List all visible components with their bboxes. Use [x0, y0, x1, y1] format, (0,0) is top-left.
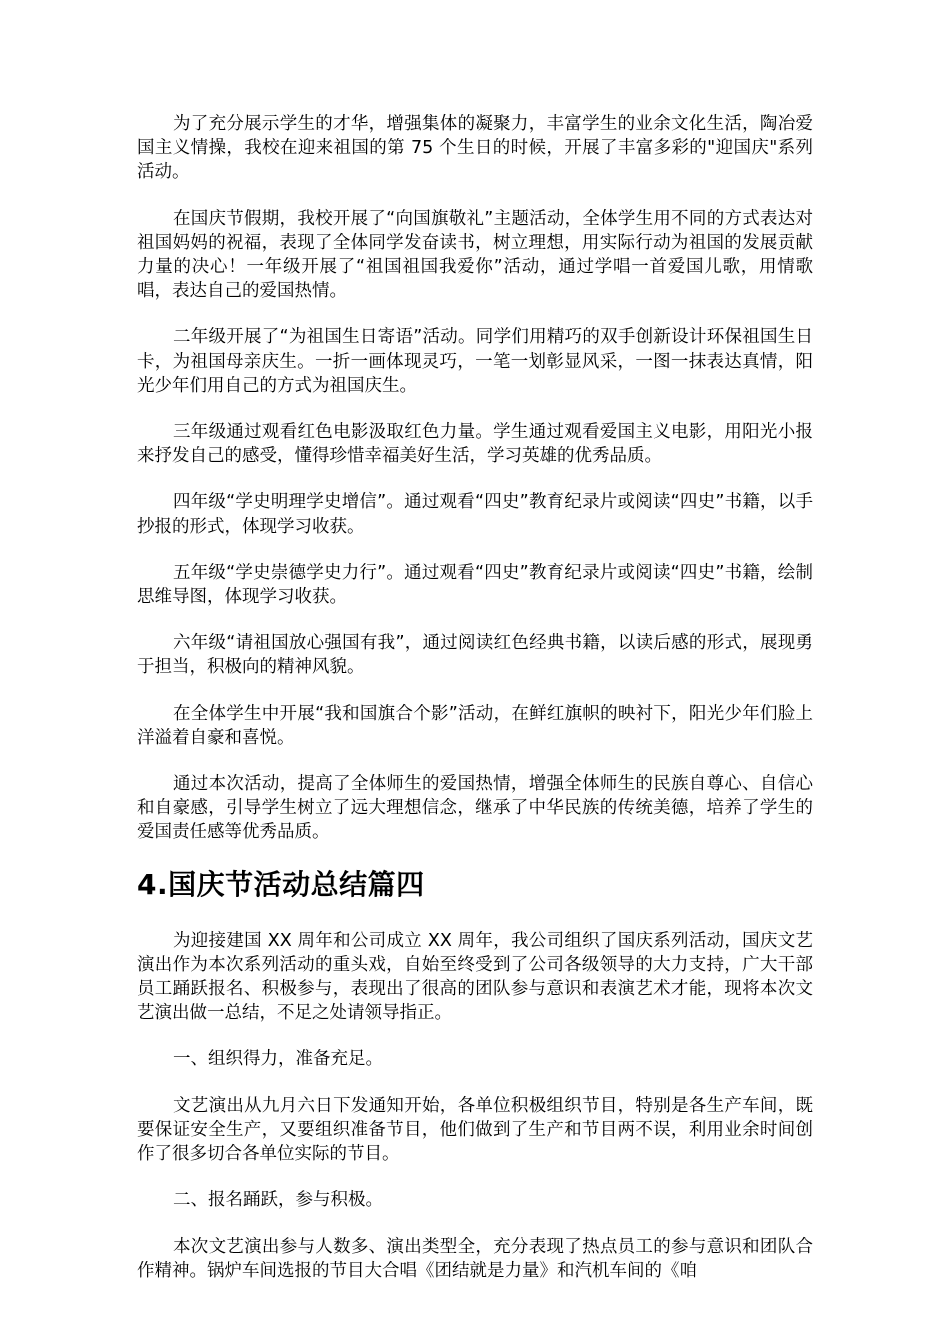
paragraph: 通过本次活动，提高了全体师生的爱国热情，增强全体师生的民族自尊心、自信心和自豪感，引导学生树立了远大理想信念，继承了中华民族的传统美德，培养了学生的爱国责任感等优秀品质。: [137, 774, 813, 843]
paragraph: 二年级开展了“为祖国生日寄语”活动。同学们用精巧的双手创新设计环保祖国生日卡，为祖国母亲庆生。一折一画体现灵巧，一笔一划彰显风采，一图一抹表达真情，阳光少年们用自己的方式为祖国庆生。: [137, 327, 813, 396]
document-page: [137, 112, 813, 1305]
paragraph: 在国庆节假期，我校开展了“向国旗敬礼”主题活动，全体学生用不同的方式表达对祖国妈妈的祝福，表现了全体同学发奋读书，树立理想，用实际行动为祖国的发展贡献力量的决心！一年级开展了“祖国祖国我爱你”活动，通过学唱一首爱国儿歌，用情歌唱，表达自己的爱国热情。: [137, 208, 813, 302]
paragraph: 在全体学生中开展“我和国旗合个影”活动，在鲜红旗帜的映衬下，阳光少年们脸上洋溢着自豪和喜悦。: [137, 703, 813, 748]
paragraph: 为了充分展示学生的才华，增强集体的凝聚力，丰富学生的业余文化生活，陶冶爱国主义情操，我校在迎来祖国的第 75 个生日的时候，开展了丰富多彩的"迎国庆"系列活动。: [137, 114, 813, 183]
section-heading: 4.国庆节活动总结篇四: [137, 867, 425, 901]
paragraph: 文艺演出从九月六日下发通知开始，各单位积极组织节目，特别是各生产车间，既要保证安全生产，又要组织准备节目，他们做到了生产和节目两不误，利用业余时间创作了很多切合各单位实际的节目。: [137, 1095, 813, 1165]
paragraph: 本次文艺演出参与人数多、演出类型全，充分表现了热点员工的参与意识和团队合作精神。锅炉车间选报的节目大合唱《团结就是力量》和汽机车间的《咱: [137, 1236, 813, 1281]
paragraph: 三年级通过观看红色电影汲取红色力量。学生通过观看爱国主义电影，用阳光小报来抒发自己的感受，懂得珍惜幸福美好生活，学习英雄的优秀品质。: [137, 422, 813, 467]
paragraph: 为迎接建国 XX 周年和公司成立 XX 周年，我公司组织了国庆系列活动，国庆文艺演出作为本次系列活动的重头戏，自始至终受到了公司各级领导的大力支持，广大干部员工踊跃报名、积极参与，表现出了很高的团队参与意识和表演艺术才能，现将本次文艺演出做一总结，不足之处请领导指正。: [137, 930, 813, 1024]
paragraph: 六年级“请祖国放心强国有我”，通过阅读红色经典书籍，以读后感的形式，展现勇于担当，积极向的精神风貌。: [137, 633, 813, 678]
paragraph: 五年级“学史崇德学史力行”。通过观看“四史”教育纪录片或阅读“四史”书籍，绘制思维导图，体现学习收获。: [137, 562, 813, 608]
paragraph: 一、组织得力，准备充足。: [173, 1049, 383, 1070]
paragraph: 四年级“学史明理学史增信”。通过观看“四史”教育纪录片或阅读“四史”书籍，以手抄报的形式，体现学习收获。: [137, 492, 813, 537]
paragraph: 二、报名踊跃，参与积极。: [173, 1190, 383, 1211]
